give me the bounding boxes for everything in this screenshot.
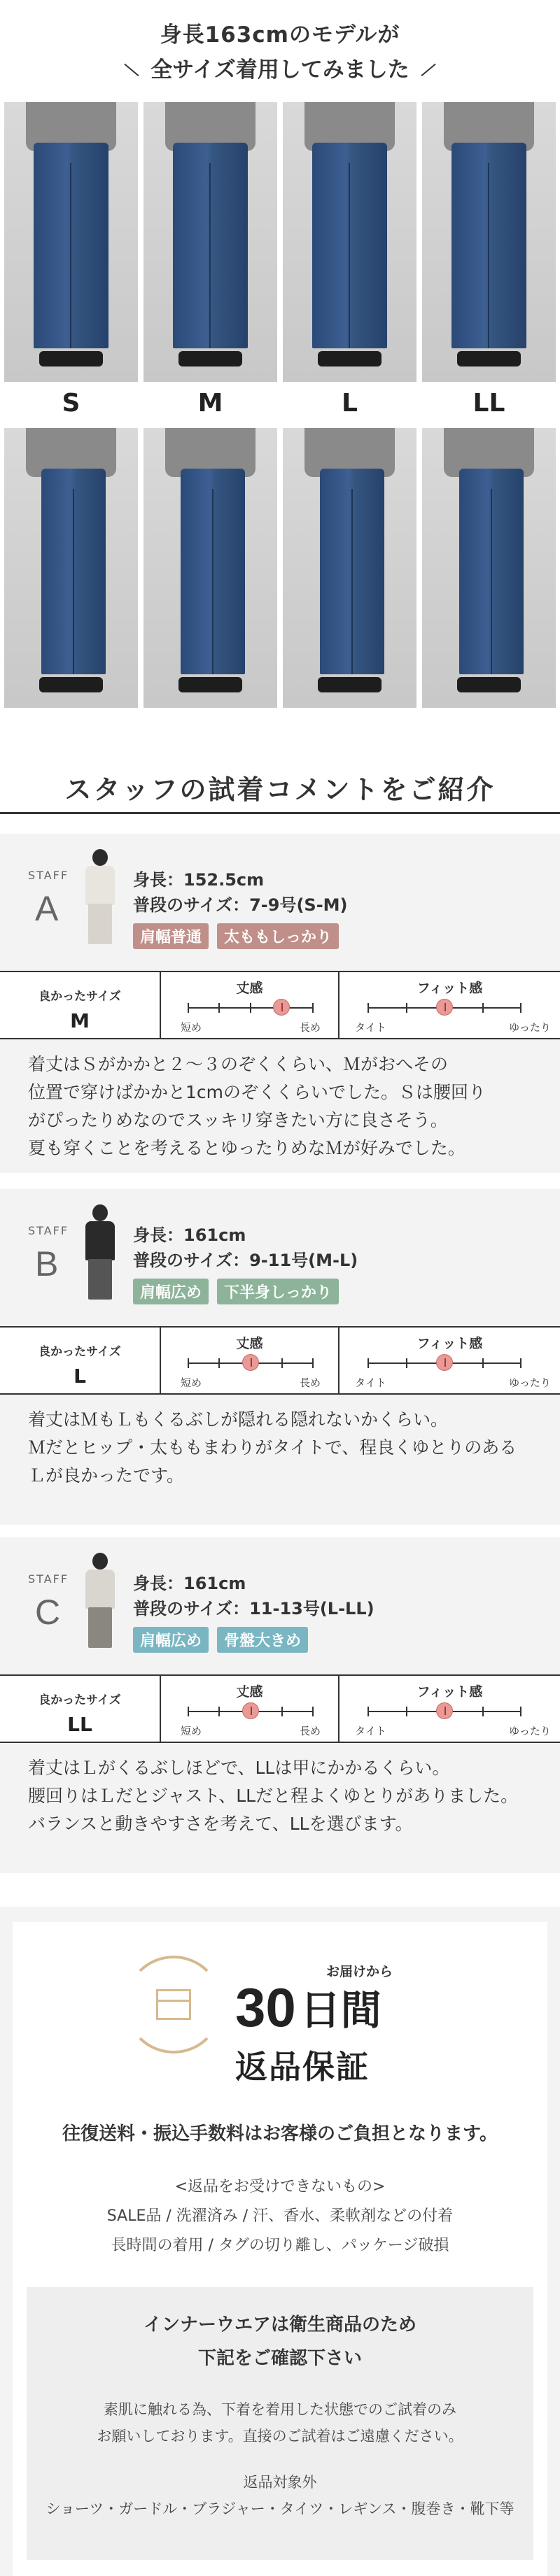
- guarantee-heading: [235, 1961, 393, 2088]
- non-returnable-item: 長時間の着用 / タグの切り離し、パッケージ破損: [111, 2237, 449, 2254]
- photo-side-m: [144, 428, 277, 708]
- staff-section-title: スタッフの試着コメントをご紹介: [64, 774, 496, 805]
- length-track: [188, 1362, 314, 1364]
- comment-line: 着丈はＳがかかと２～３のぞくくらい、Ｍがおへその: [28, 1054, 449, 1074]
- good-size-value: M: [70, 1009, 90, 1032]
- staff-usual-size: 普段のサイズ：11-13号(L-LL): [133, 1599, 374, 1618]
- fit-marker: [436, 1354, 453, 1371]
- staff-badges: [133, 1627, 374, 1653]
- fit-max: ゆったり: [509, 1725, 551, 1737]
- badge: 太ももしっかり: [217, 923, 339, 949]
- side-photo-row: [4, 428, 556, 708]
- innerwear-text: [27, 2396, 533, 2449]
- size-label-l: L: [342, 389, 358, 418]
- good-size-label: 良かったサイズ: [38, 990, 121, 1004]
- length-track: [188, 1007, 314, 1009]
- front-photo-row: [4, 102, 556, 382]
- non-returnable-item: SALE品 / 洗濯済み / 汗、香水、柔軟剤などの付着: [106, 2207, 454, 2225]
- length-scale: [161, 972, 340, 1038]
- staff-photo: [76, 849, 125, 947]
- comment-line: バランスと動きやすさを考えて、LLを選びます。: [28, 1814, 413, 1834]
- photo-front-m: [144, 102, 277, 382]
- staff-tag: STAFF: [28, 1572, 69, 1586]
- good-size-cell: [0, 1676, 161, 1742]
- fit-marker: [436, 999, 453, 1016]
- staff-card-b: [0, 1189, 560, 1525]
- fit-scale: [340, 1328, 560, 1393]
- fit-marker: [436, 1702, 453, 1719]
- non-returnable-list: [13, 2172, 547, 2261]
- innerwear-title-line: 下記をご確認下さい: [197, 2348, 362, 2369]
- guarantee-days: [235, 1977, 393, 2038]
- photo-side-ll: [422, 428, 556, 708]
- staff-height: 身長：152.5cm: [133, 870, 265, 890]
- fit-max: ゆったり: [509, 1021, 551, 1034]
- fit-scale: [340, 1676, 560, 1742]
- length-max: 長め: [300, 1376, 321, 1389]
- fit-min: タイト: [355, 1725, 386, 1737]
- comment-line: 腰回りはＬだとジャスト、LLだと程よくゆとりがありました。: [28, 1786, 519, 1806]
- staff-badges: [133, 923, 348, 949]
- staff-card-c: [0, 1537, 560, 1873]
- return-box-icon: [118, 1956, 230, 2054]
- section-divider: [0, 812, 560, 814]
- length-marker: [242, 1702, 259, 1719]
- comment-line: 位置で穿けばかかと1cmのぞくくらいでした。Ｓは腰回り: [28, 1082, 486, 1102]
- length-marker: [242, 1354, 259, 1371]
- badge: 肩幅広め: [133, 1279, 209, 1304]
- length-title: 丈感: [236, 981, 263, 996]
- photo-front-l: [283, 102, 416, 382]
- fit-title: フィット感: [416, 1684, 483, 1700]
- innerwear-notice-box: [27, 2287, 533, 2560]
- good-size-value: LL: [67, 1713, 92, 1736]
- non-returnable-title: <返品をお受けできないもの>: [174, 2178, 386, 2196]
- innerwear-text-line: お願いしております。直接のご試着はご遠慮ください。: [97, 2428, 463, 2445]
- staff-comment: [28, 1051, 539, 1162]
- fit-min: タイト: [355, 1376, 386, 1389]
- length-marker: [273, 999, 290, 1016]
- length-title: 丈感: [236, 1336, 263, 1351]
- comment-line: 着丈はＬがくるぶしほどで、LLは甲にかかるくらい。: [28, 1758, 450, 1778]
- photo-front-ll: [422, 102, 556, 382]
- badge: 下半身しっかり: [217, 1279, 339, 1304]
- fit-title: フィット感: [416, 1336, 483, 1351]
- good-size-cell: [0, 972, 161, 1038]
- length-max: 長め: [300, 1021, 321, 1034]
- photo-front-s: [4, 102, 138, 382]
- header: [0, 0, 560, 85]
- comment-line: 夏も穿くことを考えるとゆったりめなＭが好みでした。: [28, 1138, 465, 1158]
- return-guarantee-section: [0, 1907, 560, 2576]
- shipping-notice: 往復送料・振込手数料はお客様のご負担となります。: [62, 2123, 498, 2144]
- length-min: 短め: [181, 1376, 202, 1389]
- length-min: 短め: [181, 1021, 202, 1034]
- staff-usual-size: 普段のサイズ：9-11号(M-L): [133, 1251, 358, 1270]
- innerwear-text-line: 素肌に触れる為、下着を着用した状態でのご試着のみ: [104, 2401, 456, 2418]
- slash-left: [125, 64, 139, 76]
- staff-info: [133, 1223, 358, 1304]
- staff-comment: [28, 1754, 539, 1838]
- staff-letter: B: [35, 1244, 59, 1283]
- innerwear-title: [27, 2308, 533, 2375]
- header-line-1: 身長163cmのモデルが: [160, 22, 400, 48]
- guarantee-unit: 日間: [300, 1986, 382, 2034]
- staff-letter: A: [35, 889, 59, 928]
- staff-info: [133, 1571, 374, 1653]
- slash-right: [421, 64, 435, 76]
- fit-track: [368, 1711, 522, 1712]
- exclusion-text: [27, 2469, 533, 2522]
- fit-track: [368, 1362, 522, 1364]
- innerwear-title-line: インナーウエアは衛生商品のため: [143, 2314, 416, 2335]
- photo-side-s: [4, 428, 138, 708]
- header-line-2: [0, 55, 560, 85]
- staff-usual-size: 普段のサイズ：7-9号(S-M): [133, 895, 348, 915]
- fit-track: [368, 1007, 522, 1009]
- fit-scale: [340, 972, 560, 1038]
- good-size-label: 良かったサイズ: [38, 1693, 121, 1707]
- fit-max: ゆったり: [509, 1376, 551, 1389]
- photo-side-l: [283, 428, 416, 708]
- guarantee-sub: 返品保証: [235, 2048, 370, 2086]
- good-size-label: 良かったサイズ: [38, 1345, 121, 1359]
- size-labels: [4, 389, 556, 418]
- return-guarantee-card: [13, 1922, 547, 2576]
- staff-info: [133, 867, 348, 949]
- header-line-2-text: 全サイズ着用してみました: [150, 57, 410, 83]
- fit-meter: [0, 1674, 560, 1743]
- badge: 肩幅普通: [133, 923, 209, 949]
- fit-title: フィット感: [416, 981, 483, 996]
- staff-height: 身長：161cm: [133, 1225, 246, 1245]
- guarantee-number: 30: [235, 1977, 296, 2038]
- length-scale: [161, 1328, 340, 1393]
- length-scale: [161, 1676, 340, 1742]
- size-label-ll: LL: [472, 389, 505, 418]
- staff-badges: [133, 1279, 358, 1304]
- good-size-cell: [0, 1328, 161, 1393]
- size-label-s: S: [62, 389, 80, 418]
- length-max: 長め: [300, 1725, 321, 1737]
- staff-photo: [76, 1553, 125, 1651]
- length-title: 丈感: [236, 1684, 263, 1700]
- staff-photo: [76, 1204, 125, 1302]
- comment-line: がぴったりめなのでスッキリ穿きたい方に良さそう。: [28, 1110, 448, 1130]
- staff-comment: [28, 1406, 539, 1490]
- exclusion-items: ショーツ・ガードル・ブラジャー・タイツ・レギンス・腹巻き・靴下等: [46, 2500, 514, 2517]
- fit-min: タイト: [355, 1021, 386, 1034]
- size-label-m: M: [197, 389, 223, 418]
- fit-meter: [0, 1326, 560, 1395]
- badge: 肩幅広め: [133, 1627, 209, 1653]
- exclusion-title: 返品対象外: [243, 2474, 317, 2491]
- staff-height: 身長：161cm: [133, 1574, 246, 1593]
- badge: 骨盤大きめ: [217, 1627, 308, 1653]
- staff-tag: STAFF: [28, 1224, 69, 1237]
- length-min: 短め: [181, 1725, 202, 1737]
- comment-line: Ｍだとヒップ・太ももまわりがタイトで、程良くゆとりのある: [28, 1437, 517, 1458]
- guarantee-small: お届けから: [326, 1964, 393, 1979]
- length-track: [188, 1711, 314, 1712]
- fit-meter: [0, 971, 560, 1039]
- staff-card-a: [0, 834, 560, 1173]
- comment-line: Ｌが良かったです。: [28, 1465, 185, 1486]
- staff-tag: STAFF: [28, 869, 69, 882]
- staff-letter: C: [35, 1593, 61, 1632]
- comment-line: 着丈はＭもＬもくるぶしが隠れる隠れないかくらい。: [28, 1409, 449, 1430]
- good-size-value: L: [74, 1365, 86, 1388]
